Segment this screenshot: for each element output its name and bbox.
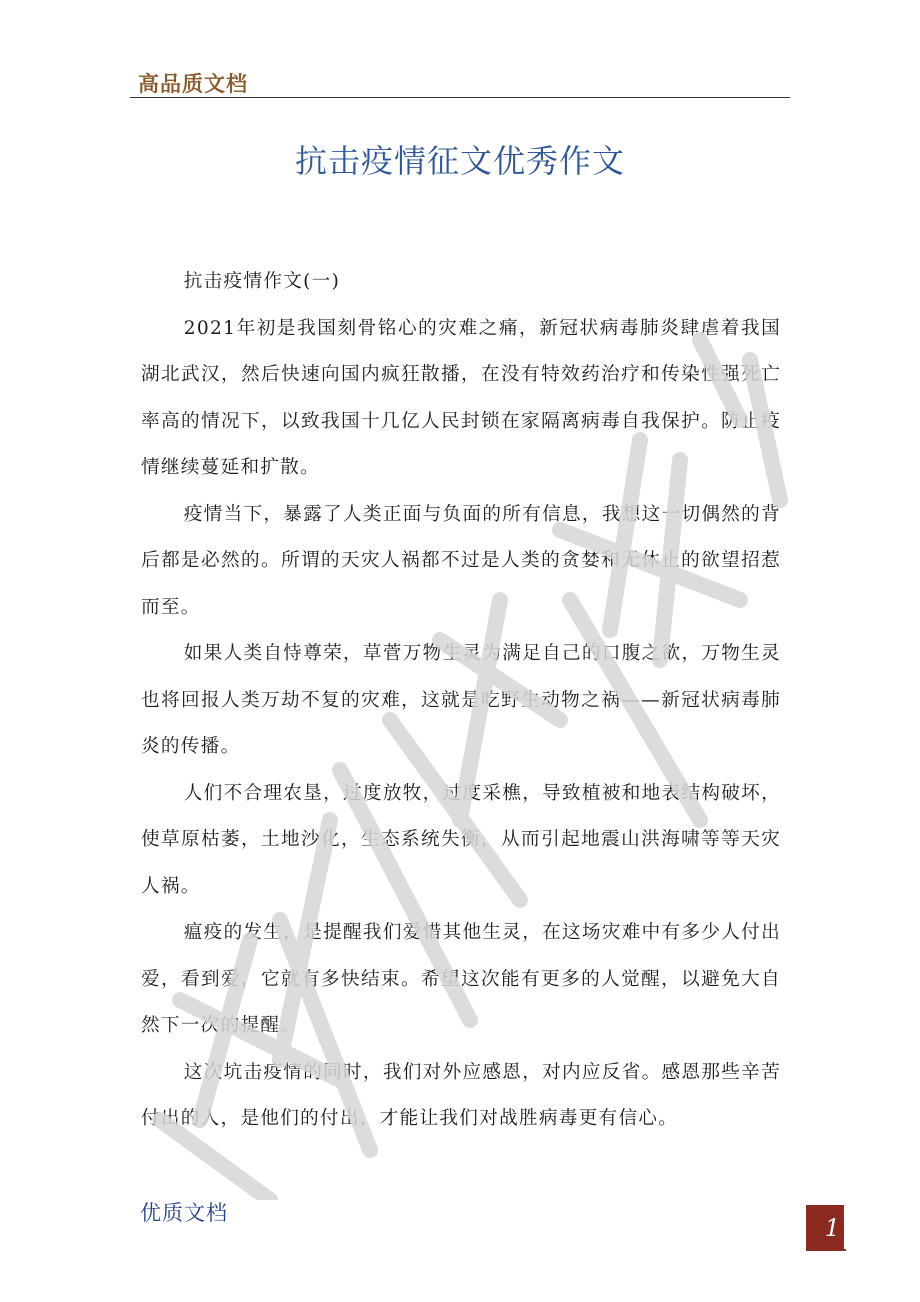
paragraph: 这次坑击疫情的同时，我们对外应感恩，对内应反省。感恩那些辛苦付出的人，是他们的付出，才能让我们对战胜病毒更有信心。 — [141, 1061, 781, 1129]
header-label: 高品质文档 — [138, 72, 248, 96]
page-number: 1 — [824, 1214, 840, 1242]
header-divider — [130, 97, 790, 98]
paragraph: 疫情当下，暴露了人类正面与负面的所有信息，我想这一切偶然的背后都是必然的。所谓的天灾人祸都不过是人类的贪婪和无休止的欲望招惹而至。 — [141, 503, 781, 618]
paragraph: 2021年初是我国刻骨铭心的灾难之痛，新冠状病毒肺炎肆虐着我国湖北武汉，然后快速向国内疯狂散播，在没有特效药治疗和传染性强死亡率高的情况下，以致我国十几亿人民封锁在家隔离病毒自我保护。防止疫情继续蔓延和扩散。 — [141, 317, 781, 478]
page-number-underline — [806, 1249, 846, 1251]
paragraph: 如果人类自恃尊荣，草菅万物生灵为满足自己的口腹之欲，万物生灵也将回报人类万劫不复的灾难，这就是吃野生动物之祸——新冠状病毒肺炎的传播。 — [141, 643, 781, 757]
footer-label: 优质文档 — [140, 1201, 228, 1225]
section-heading: 抗击疫情作文(一) — [183, 271, 341, 292]
paragraph: 人们不合理农垦，过度放牧，过度采樵，导致植被和地表结构破坏，使草原枯萎，土地沙化，生态系统失衡，从而引起地震山洪海啸等等天灾人祸。 — [141, 782, 781, 897]
document-title: 抗击疫情征文优秀作文 — [294, 142, 625, 180]
document-body — [141, 259, 781, 1143]
paragraph: 瘟疫的发生，是提醒我们爱惜其他生灵，在这场灾难中有多少人付出爱，看到爱，它就有多快结束。希望这次能有更多的人觉醒，以避免大自然下一次的提醒。 — [141, 922, 781, 1036]
